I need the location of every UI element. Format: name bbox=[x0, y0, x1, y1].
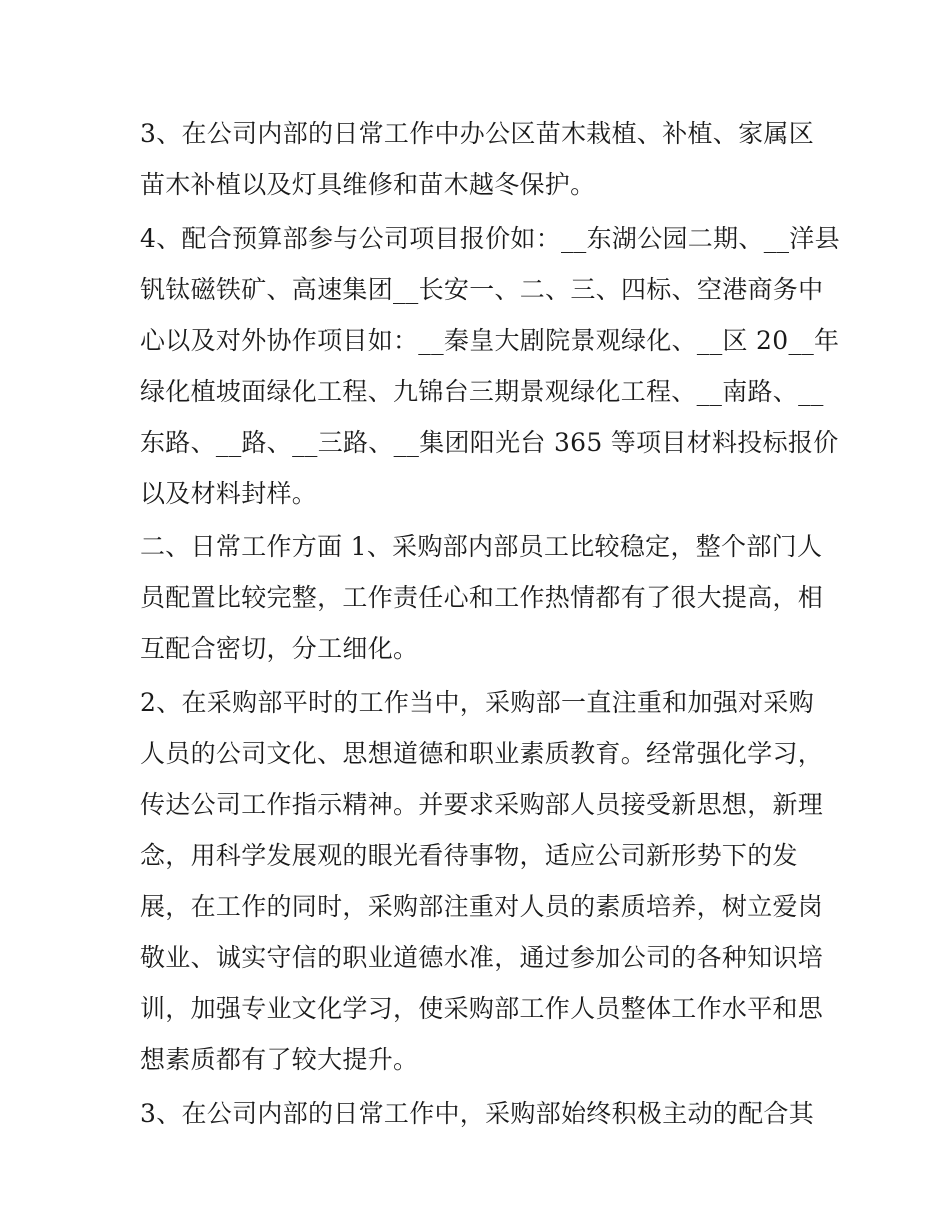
text-line: 传达公司工作指示精神。并要求采购部人员接受新思想，新理 bbox=[140, 790, 824, 820]
paragraph-item-2-training bbox=[140, 677, 824, 1085]
text-line: 钒钛磁铁矿、高速集团__长安一、二、三、四标、空港商务中 bbox=[140, 274, 824, 304]
paragraph-item-3-cooperation bbox=[140, 1088, 820, 1139]
text-line: 互配合密切，分工细化。 bbox=[140, 634, 419, 664]
text-line: 二、日常工作方面 1、采购部内部员工比较稳定，整个部门人 bbox=[140, 532, 823, 562]
text-line: 以及材料封样。 bbox=[140, 478, 318, 508]
paragraph-item-4-quotation bbox=[140, 213, 840, 519]
text-line: 展，在工作的同时，采购部注重对人员的素质培养，树立爱岗 bbox=[140, 892, 824, 922]
text-line: 人员的公司文化、思想道德和职业素质教育。经常强化学习， bbox=[140, 739, 824, 769]
document-body bbox=[140, 108, 840, 1139]
text-line: 4、配合预算部参与公司项目报价如：__东湖公园二期、__洋县 bbox=[140, 223, 840, 253]
text-line: 2、在采购部平时的工作当中，采购部一直注重和加强对采购 bbox=[140, 688, 815, 718]
text-line: 苗木补植以及灯具维修和苗木越冬保护。 bbox=[140, 170, 596, 199]
text-line: 想素质都有了较大提升。 bbox=[140, 1045, 419, 1075]
text-line: 念，用科学发展观的眼光看待事物，适应公司新形势下的发 bbox=[140, 841, 798, 871]
text-line: 绿化植坡面绿化工程、九锦台三期景观绿化工程、__南路、__ bbox=[140, 376, 824, 406]
paragraph-item-3-landscaping bbox=[140, 108, 820, 210]
text-line: 3、在公司内部的日常工作中办公区苗木栽植、补植、家属区 bbox=[140, 119, 815, 148]
text-line: 东路、__路、__三路、__集团阳光台 365 等项目材料投标报价 bbox=[140, 427, 839, 457]
text-line: 心以及对外协作项目如：__秦皇大剧院景观绿化、__区 20__年 bbox=[140, 325, 840, 355]
text-line: 员配置比较完整，工作责任心和工作热情都有了很大提高，相 bbox=[140, 583, 824, 613]
text-line: 3、在公司内部的日常工作中，采购部始终积极主动的配合其 bbox=[140, 1098, 815, 1128]
paragraph-daily-work-section bbox=[140, 521, 824, 674]
text-line: 敬业、诚实守信的职业道德水准，通过参加公司的各种知识培 bbox=[140, 943, 824, 973]
text-line: 训，加强专业文化学习，使采购部工作人员整体工作水平和思 bbox=[140, 994, 824, 1024]
